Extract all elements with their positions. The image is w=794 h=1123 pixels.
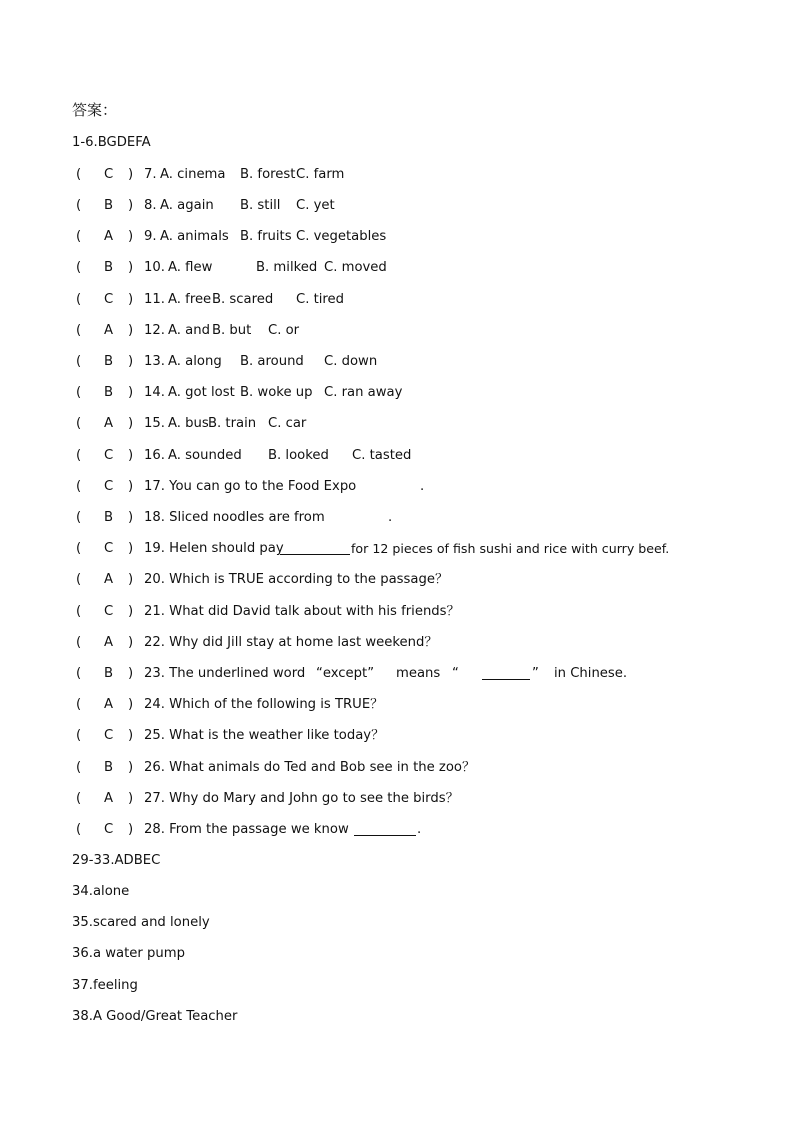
paren-close: ) [128, 760, 134, 775]
question-continuation: in Chinese. [554, 666, 628, 681]
paren-close: ) [128, 572, 134, 587]
question-number: 12. [144, 323, 165, 338]
option-c: C. ran away [324, 385, 403, 400]
answer-blank [354, 821, 416, 836]
option-b: B. woke up [240, 385, 313, 400]
question-text: 20. Which is TRUE according to the passage？ [144, 572, 449, 587]
paren-open: ( [76, 292, 82, 307]
option-b: B. milked [256, 260, 318, 275]
answer-letter: A [104, 323, 114, 338]
option-c: C. down [324, 354, 378, 369]
paren-open: ( [76, 323, 82, 338]
paren-open: ( [76, 791, 82, 806]
paren-close: ) [128, 385, 134, 400]
answer-letter: A [104, 416, 114, 431]
period: . [388, 510, 393, 525]
option-b: B. scared [212, 292, 274, 307]
question-number: 16. [144, 448, 165, 463]
option-a: A. and [168, 323, 210, 338]
answer-letter: C [104, 448, 114, 463]
option-c: C. tasted [352, 448, 412, 463]
paren-close: ) [128, 292, 134, 307]
paren-open: ( [76, 697, 82, 712]
question-number: 15. [144, 416, 165, 431]
paren-open: ( [76, 572, 82, 587]
paren-open: ( [76, 728, 82, 743]
paren-close: ) [128, 541, 134, 556]
paren-open: ( [76, 760, 82, 775]
question-number: 7. [144, 167, 157, 182]
option-b: B. fruits [240, 229, 292, 244]
answer-heading: 答案： [72, 101, 118, 119]
answer-36: 36.a water pump [72, 946, 185, 961]
option-c: C. moved [324, 260, 387, 275]
option-a: A. flew [168, 260, 213, 275]
paren-close: ) [128, 822, 134, 837]
paren-open: ( [76, 229, 82, 244]
paren-open: ( [76, 510, 82, 525]
period: . [420, 479, 425, 494]
paren-close: ) [128, 479, 134, 494]
question-text: 23. The underlined word [144, 666, 306, 681]
answer-letter: C [104, 604, 114, 619]
option-c: C. yet [296, 198, 335, 213]
option-c: C. or [268, 323, 300, 338]
option-a: A. got lost [168, 385, 235, 400]
option-b: B. forest [240, 167, 296, 182]
question-text: 24. Which of the following is TRUE？ [144, 697, 384, 712]
paren-open: ( [76, 198, 82, 213]
question-text: 17. You can go to the Food Expo [144, 479, 357, 494]
paren-open: ( [76, 479, 82, 494]
answers-29-33: 29-33.ADBEC [72, 853, 161, 868]
paren-open: ( [76, 354, 82, 369]
answer-letter: A [104, 635, 114, 650]
paren-open: ( [76, 822, 82, 837]
question-number: 14. [144, 385, 165, 400]
paren-close: ) [128, 167, 134, 182]
question-text: 22. Why did Jill stay at home last weekend？ [144, 635, 438, 650]
question-number: 8. [144, 198, 157, 213]
answer-letter: B [104, 354, 114, 369]
answer-letter: C [104, 167, 114, 182]
option-a: A. bus [168, 416, 209, 431]
quote-open: “ [452, 666, 459, 681]
paren-close: ) [128, 198, 134, 213]
option-c: C. car [268, 416, 307, 431]
paren-close: ) [128, 510, 134, 525]
quoted-word: “except” [316, 666, 375, 681]
paren-open: ( [76, 385, 82, 400]
paren-close: ) [128, 604, 134, 619]
question-number: 13. [144, 354, 165, 369]
question-text: 18. Sliced noodles are from [144, 510, 325, 525]
answers-1-6: 1-6.BGDEFA [72, 135, 151, 150]
paren-close: ) [128, 635, 134, 650]
question-text: 28. From the passage we know [144, 822, 349, 837]
question-continuation: for 12 pieces of fish sushi and rice with curry beef. [351, 541, 670, 556]
paren-close: ) [128, 416, 134, 431]
answer-letter: A [104, 229, 114, 244]
option-c: C. vegetables [296, 229, 387, 244]
answer-blank [482, 665, 530, 680]
option-b: B. looked [268, 448, 329, 463]
answer-letter: A [104, 791, 114, 806]
paren-open: ( [76, 666, 82, 681]
option-a: A. animals [160, 229, 229, 244]
question-text: 26. What animals do Ted and Bob see in the zoo？ [144, 760, 476, 775]
answer-letter: C [104, 479, 114, 494]
paren-open: ( [76, 167, 82, 182]
paren-open: ( [76, 541, 82, 556]
answer-letter: C [104, 822, 114, 837]
paren-open: ( [76, 416, 82, 431]
paren-close: ) [128, 791, 134, 806]
option-b: B. still [240, 198, 281, 213]
question-number: 11. [144, 292, 165, 307]
answer-letter: B [104, 510, 114, 525]
period: . [417, 822, 422, 837]
option-a: A. sounded [168, 448, 242, 463]
paren-open: ( [76, 260, 82, 275]
answer-letter: B [104, 385, 114, 400]
answer-letter: C [104, 728, 114, 743]
means-text: means [396, 666, 441, 681]
paren-close: ) [128, 697, 134, 712]
paren-close: ) [128, 448, 134, 463]
question-number: 10. [144, 260, 165, 275]
option-c: C. tired [296, 292, 345, 307]
answer-37: 37.feeling [72, 978, 138, 993]
option-b: B. around [240, 354, 304, 369]
paren-open: ( [76, 448, 82, 463]
paren-close: ) [128, 323, 134, 338]
answer-letter: C [104, 292, 114, 307]
answer-letter: B [104, 260, 114, 275]
paren-open: ( [76, 635, 82, 650]
option-b: B. train [208, 416, 257, 431]
paren-close: ) [128, 666, 134, 681]
paren-close: ) [128, 728, 134, 743]
question-text: 21. What did David talk about with his friends？ [144, 604, 460, 619]
question-text: 19. Helen should pay [144, 541, 284, 556]
answer-letter: B [104, 198, 114, 213]
answer-letter: C [104, 541, 114, 556]
question-text: 27. Why do Mary and John go to see the birds？ [144, 791, 459, 806]
answer-38: 38.A Good/Great Teacher [72, 1009, 238, 1024]
option-a: A. cinema [160, 167, 226, 182]
answer-blank [280, 540, 350, 555]
option-a: A. again [160, 198, 214, 213]
answer-34: 34.alone [72, 884, 130, 899]
option-c: C. farm [296, 167, 345, 182]
paren-close: ) [128, 260, 134, 275]
answer-35: 35.scared and lonely [72, 915, 210, 930]
paren-close: ) [128, 229, 134, 244]
paren-open: ( [76, 604, 82, 619]
option-a: A. free [168, 292, 212, 307]
option-a: A. along [168, 354, 222, 369]
answer-letter: B [104, 666, 114, 681]
option-b: B. but [212, 323, 252, 338]
question-text: 25. What is the weather like today？ [144, 728, 385, 743]
paren-close: ) [128, 354, 134, 369]
quote-close: ” [532, 666, 539, 681]
question-number: 9. [144, 229, 157, 244]
answer-letter: A [104, 697, 114, 712]
answer-letter: A [104, 572, 114, 587]
answer-letter: B [104, 760, 114, 775]
